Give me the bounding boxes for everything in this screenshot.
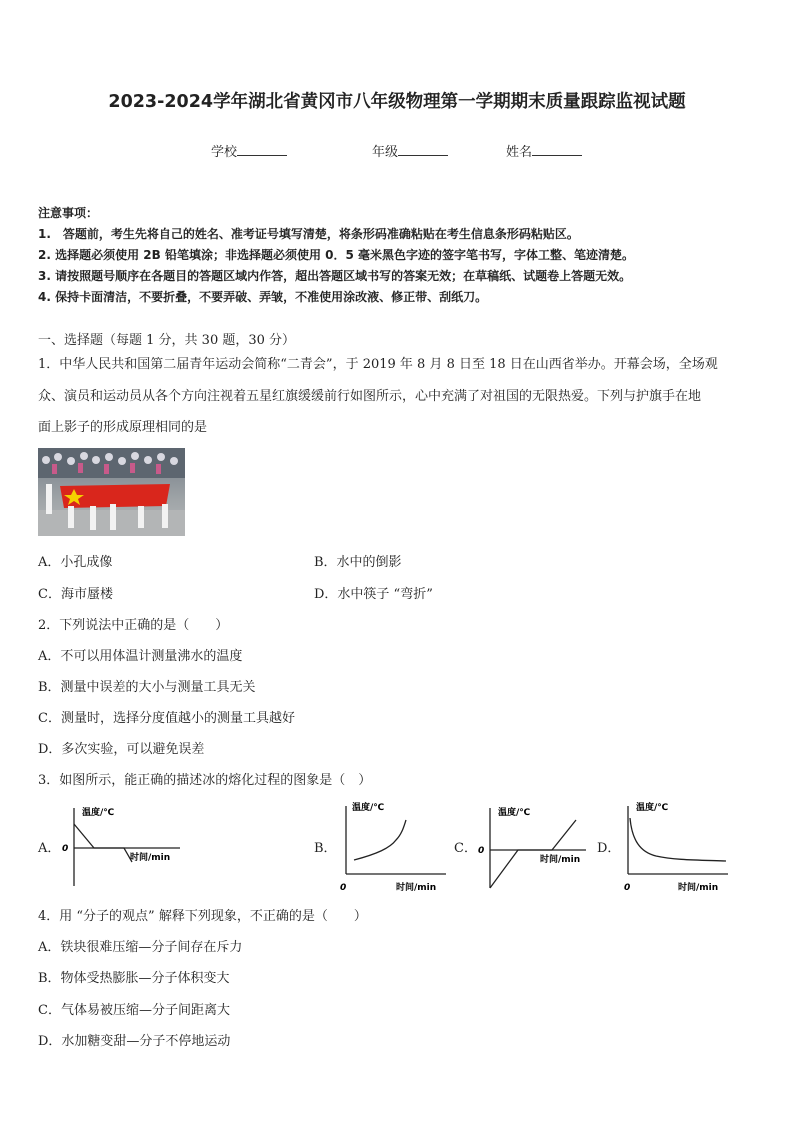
q1-option-b[interactable]: B．水中的倒影 (314, 555, 402, 570)
q1-stem-line: 众、演员和运动员从各个方向注视着五星红旗缓缓前行如图所示，心中充满了对祖国的无限热爱。下列与护旗手在地 (38, 389, 702, 404)
q3-graph-a-xlabel: 时间/min (130, 853, 171, 863)
q3-graph-c-origin: 0 (478, 846, 485, 856)
q3-graph-d[interactable] (616, 796, 734, 894)
q3-graph-b[interactable] (332, 796, 452, 894)
name-field (506, 141, 582, 160)
grade-field (372, 141, 448, 160)
notice-heading: 注意事项： (38, 206, 99, 220)
grade-label: 年级 (372, 145, 399, 160)
q4-option-b[interactable]: B．物体受热膨胀—分子体积变大 (38, 971, 230, 986)
q1-option-d[interactable]: D．水中筷子 “弯折” (314, 587, 433, 602)
q3-graph-b-ylabel: 温度/℃ (352, 803, 385, 813)
q3-option-d-label[interactable]: D． (597, 841, 621, 856)
name-blank (532, 141, 582, 156)
q4-option-c[interactable]: C．气体易被压缩—分子间距离大 (38, 1003, 230, 1018)
notice-item: 1. 答题前，考生先将自己的姓名、准考证号填写清楚，将条形码准确粘贴在考生信息条形码粘贴区。 (38, 227, 579, 241)
q1-option-c[interactable]: C．海市蜃楼 (38, 587, 113, 602)
q3-graph-a-ylabel: 温度/℃ (82, 808, 115, 818)
q2-option-b[interactable]: B．测量中误差的大小与测量工具无关 (38, 680, 256, 695)
q3-graph-d-ylabel: 温度/℃ (636, 803, 669, 813)
q3-graph-c-xlabel: 时间/min (540, 855, 581, 865)
q2-stem: 2．下列说法中正确的是（ ） (38, 618, 229, 633)
q3-graph-c-ylabel: 温度/℃ (498, 808, 531, 818)
q2-option-c[interactable]: C．测量时，选择分度值越小的测量工具越好 (38, 711, 295, 726)
flag-ceremony-photo (38, 448, 185, 536)
q3-graph-c[interactable] (466, 800, 591, 892)
q3-graph-a-origin: 0 (62, 844, 69, 854)
q3-graph-b-origin: 0 (340, 883, 347, 893)
q3-graph-d-xlabel: 时间/min (678, 883, 719, 893)
grade-blank (398, 141, 448, 156)
notice-item: 2. 选择题必须使用 2B 铅笔填涂；非选择题必须使用 0．5 毫米黑色字迹的签字笔书写，字体工整、笔迹清楚。 (38, 248, 634, 262)
q3-stem: 3．如图所示，能正确的描述冰的熔化过程的图象是（ ） (38, 773, 372, 788)
q3-option-c-label[interactable]: C． (454, 841, 477, 856)
q4-option-a[interactable]: A．铁块很难压缩—分子间存在斥力 (38, 940, 243, 955)
page-title: 2023-2024学年湖北省黄冈市八年级物理第一学期期末质量跟踪监视试题 (108, 92, 686, 112)
section-heading: 一、选择题（每题 1 分，共 30 题，30 分） (38, 333, 296, 348)
q3-option-b-label[interactable]: B． (314, 841, 337, 856)
school-field (211, 141, 287, 160)
notice-item: 3. 请按照题号顺序在各题目的答题区域内作答，超出答题区域书写的答案无效；在草稿纸、试题卷上答题无效。 (38, 269, 632, 283)
q2-option-d[interactable]: D．多次实验，可以避免误差 (38, 742, 205, 757)
name-label: 姓名 (506, 145, 533, 160)
school-label: 学校 (211, 145, 238, 160)
q3-graph-d-origin: 0 (624, 883, 631, 893)
q4-stem: 4．用 “分子的观点” 解释下列现象，不正确的是（ ） (38, 909, 367, 924)
q3-graph-b-xlabel: 时间/min (396, 883, 437, 893)
q3-graph-a[interactable] (60, 800, 185, 890)
q1-option-a[interactable]: A．小孔成像 (38, 555, 113, 570)
q1-stem-line: 面上影子的形成原理相同的是 (38, 420, 208, 435)
q4-option-d[interactable]: D．水加糖变甜—分子不停地运动 (38, 1034, 231, 1049)
q1-stem-line: 1．中华人民共和国第二届青年运动会简称“二青会”，于 2019 年 8 月 8 日至 18 日在山西省举办。开幕会场，全场观 (38, 357, 718, 372)
school-blank (237, 141, 287, 156)
q3-option-a-label[interactable]: A． (38, 841, 61, 856)
q2-option-a[interactable]: A．不可以用体温计测量沸水的温度 (38, 649, 243, 664)
notice-item: 4. 保持卡面清洁，不要折叠，不要弄破、弄皱，不准使用涂改液、修正带、刮纸刀。 (38, 290, 488, 304)
